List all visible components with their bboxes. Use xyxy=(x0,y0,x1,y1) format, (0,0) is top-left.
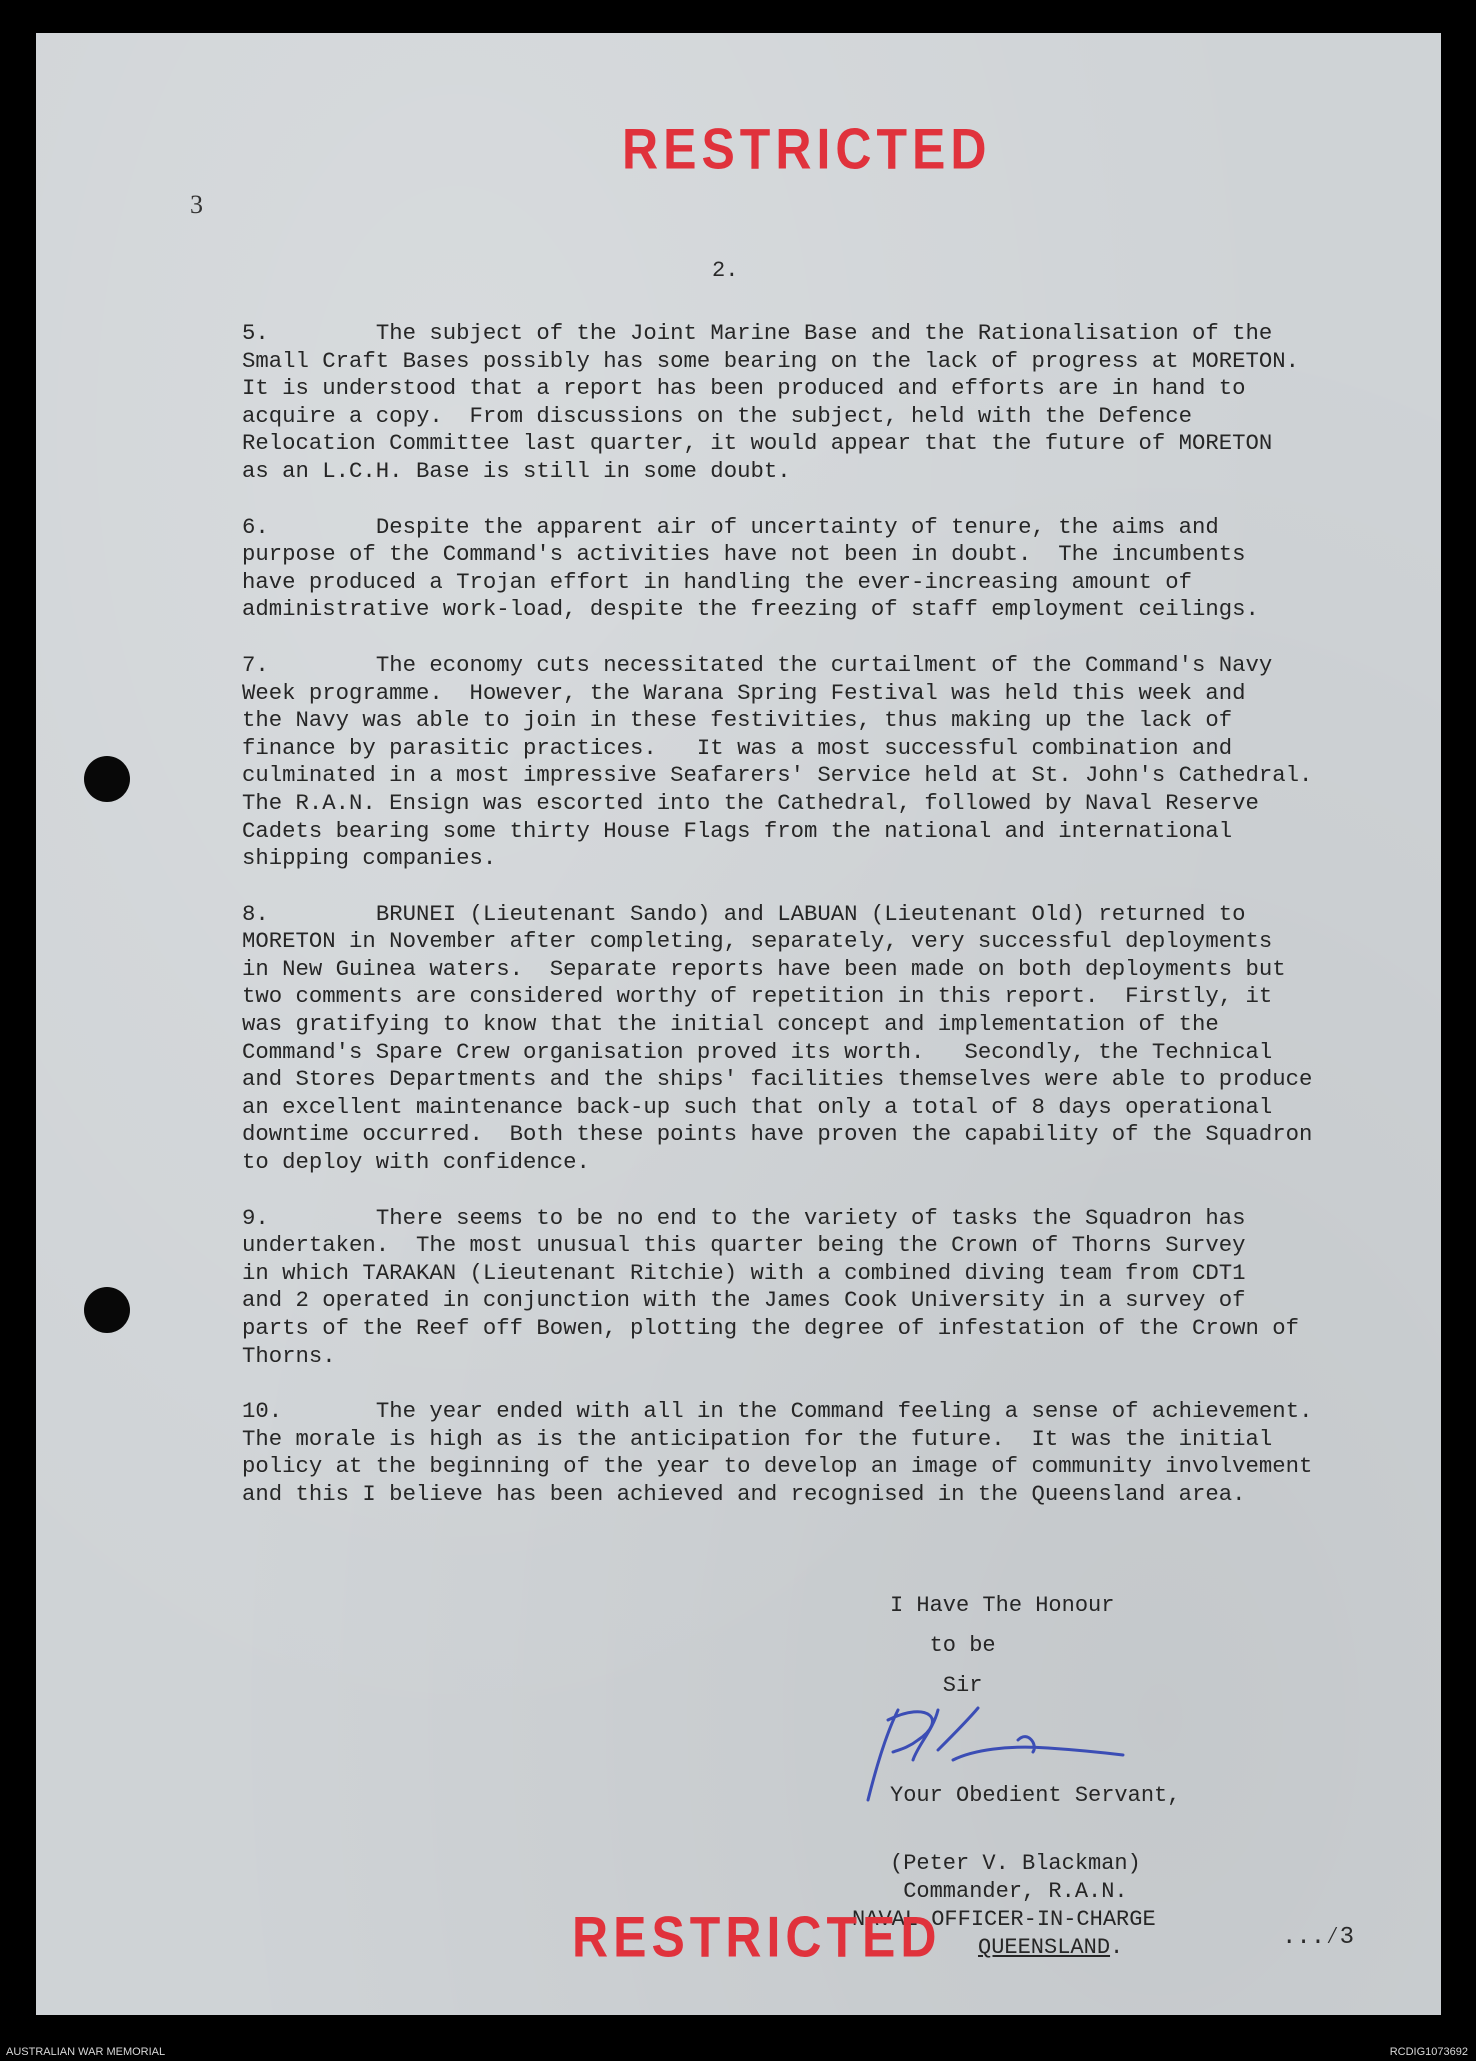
continuation-marker: ...⁄3 xyxy=(1282,1924,1355,1951)
punch-hole xyxy=(84,756,130,802)
signatory-region-suffix: . xyxy=(1110,1935,1124,1960)
paragraph-number: 5. xyxy=(242,320,269,346)
closing-line: I Have The Honour xyxy=(890,1593,1115,1618)
paragraph-number: 10. xyxy=(242,1398,283,1425)
signatory-rank: Commander, R.A.N. xyxy=(890,1879,1128,1904)
signatory-region: QUEENSLAND xyxy=(978,1935,1111,1960)
paragraph-text: The year ended with all in the Command feeling a sense of achievement. The morale is high as is the anticipation for the future. It was the initial policy at the beginning of the year to develop an image of community involvement and this I believe has been achieved and recognised in the Queensland area. xyxy=(242,1398,1313,1507)
footer-record-id: RCDIG1073692 xyxy=(1389,2046,1468,2058)
paragraph-number: 8. xyxy=(242,900,269,927)
paragraph-number: 9. xyxy=(242,1204,269,1231)
paragraph-5 xyxy=(242,320,1402,486)
paragraph-text: There seems to be no end to the variety of tasks the Squadron has undertaken. The most unusual this quarter being the Crown of Thorns Survey in which TARAKAN (Lieutenant Ritchie) with a combined diving team from CDT1 and 2 operated in conjunction with the James Cook University in a survey of parts of the Reef off Bowen, plotting the degree of infestation of the Crown of Thorns. xyxy=(242,1204,1300,1369)
paragraph-10 xyxy=(242,1398,1402,1508)
restricted-stamp-bottom: RESTRICTED xyxy=(572,1904,942,1970)
paragraph-text: BRUNEI (Lieutenant Sando) and LABUAN (Lieutenant Old) returned to MORETON in November after completing, separately, very successful deployments in New Guinea waters. Separate reports have been made on both deployments but two comments are considered worthy of repetition in this report. Firstly, it was gratifying to know that the initial concept and implementation of the Command's Spare Crew organisation proved its worth. Secondly, the Technical and Stores Departments and the ships' facilities themselves were able to produce an excellent maintenance back-up such that only a total of 8 days operational downtime occurred. Both these points have proven the capability of the Squadron to deploy with confidence. xyxy=(242,900,1313,1176)
footer-archive-label: AUSTRALIAN WAR MEMORIAL xyxy=(6,2046,166,2058)
page-number: 2. xyxy=(712,258,739,283)
paragraph-text: Despite the apparent air of uncertainty of tenure, the aims and purpose of the Command's activities have not been in doubt. The incumbents have produced a Trojan effort in handling the ever-increasing amount of administrative work-load, despite the freezing of staff employment ceilings. xyxy=(242,513,1259,623)
body-text xyxy=(242,320,1402,1537)
closing-line: Sir xyxy=(890,1673,983,1698)
paragraph-9 xyxy=(242,1205,1402,1371)
signatory-title: NAVAL OFFICER-IN-CHARGE xyxy=(852,1907,1156,1932)
paragraph-number: 6. xyxy=(242,513,269,540)
closing-salutation xyxy=(890,1586,1114,1706)
paragraph-7 xyxy=(242,652,1402,873)
paragraph-text: The economy cuts necessitated the curtailment of the Command's Navy Week programme. However, the Warana Spring Festival was held this week and the Navy was able to join in these festivities, thus making up the lack of finance by parasitic practices. It was a most successful combination and culminated in a most impressive Seafarers' Service held at St. John's Cathedral. The R.A.N. Ensign was escorted into the Cathedral, followed by Naval Reserve Cadets bearing some thirty House Flags from the national and international shipping companies. xyxy=(242,651,1313,872)
paragraph-6 xyxy=(242,514,1402,624)
paragraph-number: 7. xyxy=(242,651,269,678)
margin-mark: 3 xyxy=(190,190,203,219)
punch-hole xyxy=(84,1287,130,1333)
closing-line: Your Obedient Servant, xyxy=(890,1783,1181,1808)
signatory-name: (Peter V. Blackman) xyxy=(890,1851,1141,1876)
handwritten-signature xyxy=(858,1700,1138,1810)
restricted-stamp-top: RESTRICTED xyxy=(622,116,992,182)
paragraph-8 xyxy=(242,901,1402,1177)
paragraph-text: The subject of the Joint Marine Base and the Rationalisation of the Small Craft Bases possibly has some bearing on the lack of progress at MORETON. It is understood that a report has been produced and efforts are in hand to acquire a copy. From discussions on the subject, held with the Defence Relocation Committee last quarter, it would appear that the future of MORETON as an L.C.H. Base is still in some doubt. xyxy=(242,320,1300,484)
closing-line: to be xyxy=(890,1633,996,1658)
